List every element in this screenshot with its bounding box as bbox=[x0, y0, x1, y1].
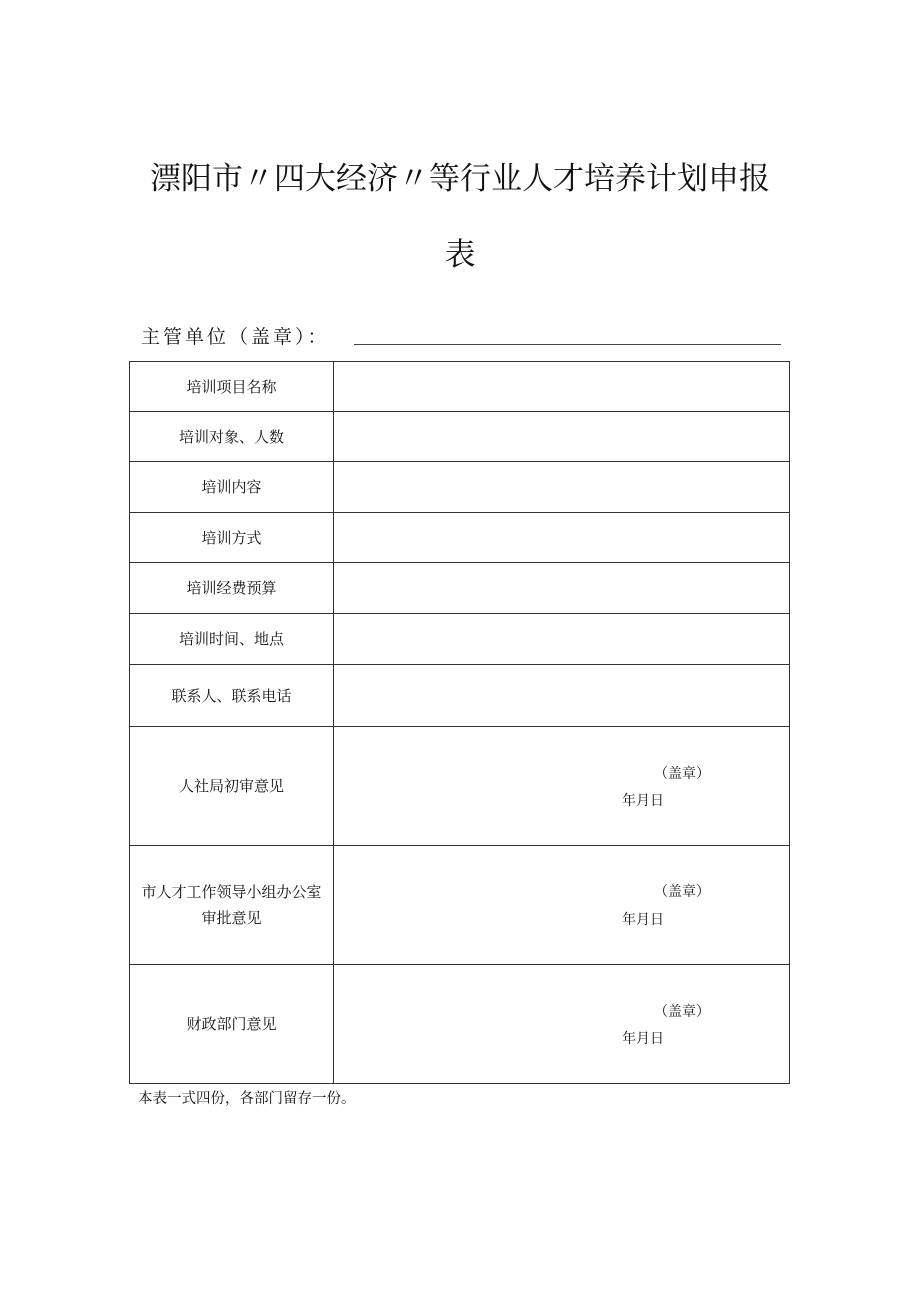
page-title-continued: 表 bbox=[444, 237, 476, 273]
field-finance-opinion[interactable] bbox=[334, 965, 790, 1084]
field-project-name[interactable] bbox=[334, 362, 790, 412]
table-row bbox=[130, 362, 790, 412]
field-trainees[interactable] bbox=[334, 412, 790, 462]
table-row bbox=[130, 846, 790, 965]
table-row bbox=[130, 727, 790, 846]
table-row bbox=[130, 563, 790, 614]
table-row bbox=[130, 665, 790, 727]
date-placeholder: 年月日 bbox=[622, 793, 664, 809]
field-method[interactable] bbox=[334, 513, 790, 563]
table-row bbox=[130, 965, 790, 1084]
field-talent-office-approval[interactable] bbox=[334, 846, 790, 965]
row-label-project-name: 培训项目名称 bbox=[130, 362, 334, 412]
page-title: 漂阳市〃四大经济〃等行业人才培养计划申报 bbox=[150, 161, 770, 197]
table-row bbox=[130, 513, 790, 563]
row-label-talent-office-approval: 市人才工作领导小组办公室审批意见 bbox=[130, 846, 334, 965]
row-label-method: 培训方式 bbox=[130, 513, 334, 563]
row-label-budget: 培训经费预算 bbox=[130, 563, 334, 614]
application-form-table bbox=[129, 361, 790, 1084]
seal-placeholder: （盖章） bbox=[654, 884, 710, 900]
row-label-finance-opinion: 财政部门意见 bbox=[130, 965, 334, 1084]
field-contact[interactable] bbox=[334, 665, 790, 727]
field-budget[interactable] bbox=[334, 563, 790, 614]
row-label-trainees: 培训对象、人数 bbox=[130, 412, 334, 462]
supervising-unit-field[interactable] bbox=[354, 344, 781, 345]
row-label-content: 培训内容 bbox=[130, 462, 334, 513]
table-row bbox=[130, 462, 790, 513]
footnote: 本表一式四份，各部门留存一份。 bbox=[138, 1091, 356, 1107]
field-hr-review[interactable] bbox=[334, 727, 790, 846]
field-content[interactable] bbox=[334, 462, 790, 513]
field-time-place[interactable] bbox=[334, 614, 790, 665]
row-label-time-place: 培训时间、地点 bbox=[130, 614, 334, 665]
supervising-unit-label: 主管单位（盖章）： bbox=[141, 326, 330, 348]
table-row bbox=[130, 412, 790, 462]
date-placeholder: 年月日 bbox=[622, 912, 664, 928]
supervising-unit-row bbox=[141, 322, 781, 352]
row-label-hr-review: 人社局初审意见 bbox=[130, 727, 334, 846]
table-row bbox=[130, 614, 790, 665]
seal-placeholder: （盖章） bbox=[654, 766, 710, 782]
seal-placeholder: （盖章） bbox=[654, 1004, 710, 1020]
row-label-contact: 联系人、联系电话 bbox=[130, 665, 334, 727]
date-placeholder: 年月日 bbox=[622, 1031, 664, 1047]
